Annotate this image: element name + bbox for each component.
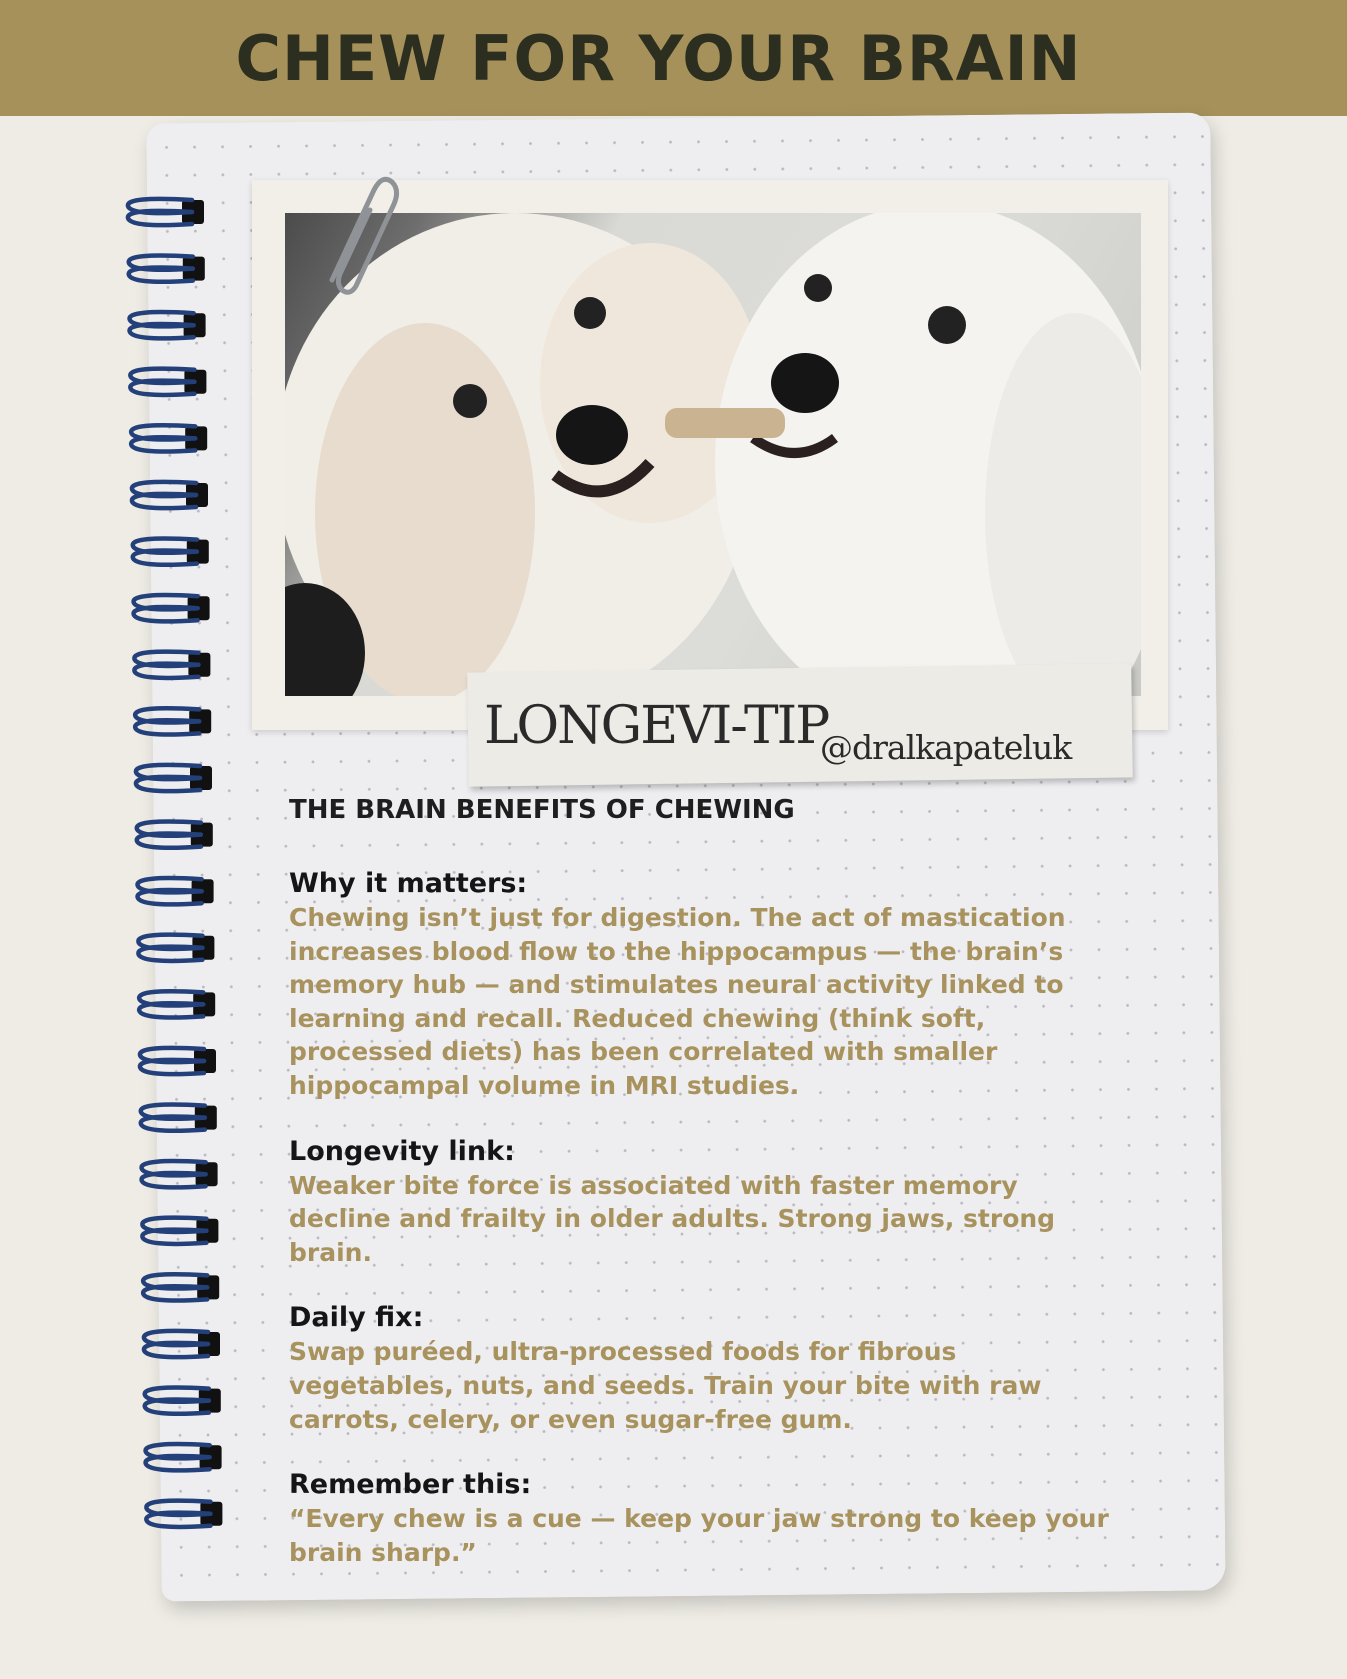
tip-title: LONGEVI-TIP <box>484 696 829 756</box>
section-body: Chewing isn’t just for digestion. The act of mastication increases blood flow to the hippocampus — the brain’s memory hub — and stimulates neural activity linked to learning and recall. Reduced chewing (think soft, processed diets) has been correlated with smaller hippocampal volume in MRI studies. <box>289 903 1066 1100</box>
author-handle: @dralkapateluk <box>820 728 1072 767</box>
banner-title: CHEW FOR YOUR BRAIN <box>235 21 1082 95</box>
section-label: Why it matters: <box>289 868 528 899</box>
section-label: Remember this: <box>289 1469 532 1501</box>
title-banner <box>0 0 1347 116</box>
paperclip-icon <box>312 170 402 300</box>
section-remember-this <box>289 1468 1149 1569</box>
spiral-binding-icon <box>122 192 232 1552</box>
section-daily-fix <box>289 1301 1149 1436</box>
section-why-it-matters <box>289 867 1149 1103</box>
section-body: “Every chew is a cue — keep your jaw strong to keep your brain sharp.” <box>289 1504 1109 1567</box>
dogs-photo <box>285 213 1141 696</box>
section-label: Daily fix: <box>289 1302 424 1334</box>
tip-content <box>289 793 1149 1601</box>
section-longevity-link <box>289 1135 1149 1270</box>
section-body: Swap puréed, ultra-processed foods for fibrous vegetables, nuts, and seeds. Train your bite with raw carrots, celery, or even sugar-free gum. <box>289 1337 1042 1434</box>
section-body: Weaker bite force is associated with faster memory decline and frailty in older adults. Strong jaws, strong brain. <box>289 1170 1056 1267</box>
content-heading: THE BRAIN BENEFITS OF CHEWING <box>289 795 795 825</box>
section-label: Longevity link: <box>289 1135 515 1167</box>
